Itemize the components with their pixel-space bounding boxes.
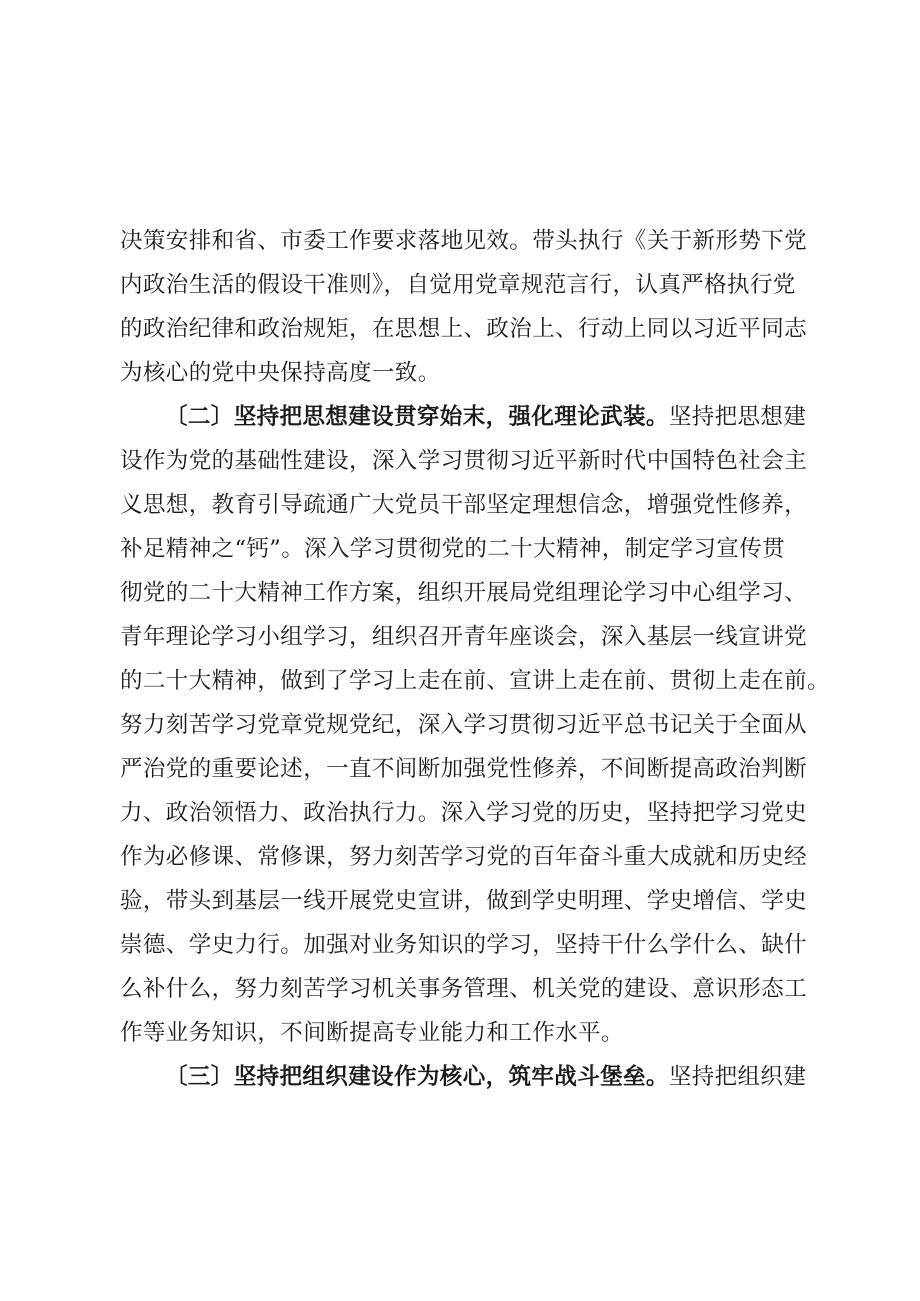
section-heading-line xyxy=(165,1062,820,1092)
text-line: 决策安排和省、市委工作要求落地见效。带头执行《关于新形势下党 xyxy=(120,228,808,254)
text-line: 作等业务知识，不间断提高专业能力和工作水平。 xyxy=(120,1020,624,1046)
text-line: 么补什么，努力刻苦学习机关事务管理、机关党的建设、意识形态工 xyxy=(120,976,808,1002)
text-line: 补足精神之“钙”。深入学习贯彻党的二十大精神，制定学习宣传贯 xyxy=(120,536,786,562)
text-line: 内政治生活的假设干准则》，自觉用党章规范言行，认真严格执行党 xyxy=(120,272,796,298)
text-line: 的政治纪律和政治规矩，在思想上、政治上、行动上同以习近平同志 xyxy=(120,316,808,342)
text-line: 作为必修课、常修课，努力刻苦学习党的百年奋斗重大成就和历史经 xyxy=(120,844,808,870)
section-heading: 〔二〕坚持把思想建设贯穿始末，强化理论武装。 xyxy=(165,404,669,430)
section-heading: 〔三〕坚持把组织建设作为核心，筑牢战斗堡垒。 xyxy=(165,1064,669,1090)
text-line: 青年理论学习小组学习，组织召开青年座谈会，深入基层一线宣讲党 xyxy=(120,624,808,650)
text-line: 彻党的二十大精神工作方案，组织开展局党组理论学习中心组学习、 xyxy=(120,580,808,606)
text-line: 验，带头到基层一线开展党史宣讲，做到学史明理、学史增信、学史 xyxy=(120,888,808,914)
text-line: 力、政治领悟力、政治执行力。深入学习党的历史，坚持把学习党史 xyxy=(120,800,808,826)
text-line: 为核心的党中央保持高度一致。 xyxy=(120,360,441,386)
text-line: 崇德、学史力行。加强对业务知识的学习，坚持干什么学什么、缺什 xyxy=(120,932,808,958)
section-heading-line xyxy=(165,402,820,432)
text-line: 的二十大精神，做到了学习上走在前、宣讲上走在前、贯彻上走在前。 xyxy=(120,668,830,694)
text-line: 设作为党的基础性建设，深入学习贯彻习近平新时代中国特色社会主 xyxy=(120,448,808,474)
section-text: 坚持把组织建 xyxy=(668,1064,807,1090)
text-line: 努力刻苦学习党章党规党纪，深入学习贯彻习近平总书记关于全面从 xyxy=(120,712,808,738)
text-line: 严治党的重要论述，一直不间断加强党性修养，不间断提高政治判断 xyxy=(120,756,808,782)
section-text: 坚持把思想建 xyxy=(668,404,807,430)
text-line: 义思想，教育引导疏通广大党员干部坚定理想信念，增强党性修养， xyxy=(120,492,808,518)
